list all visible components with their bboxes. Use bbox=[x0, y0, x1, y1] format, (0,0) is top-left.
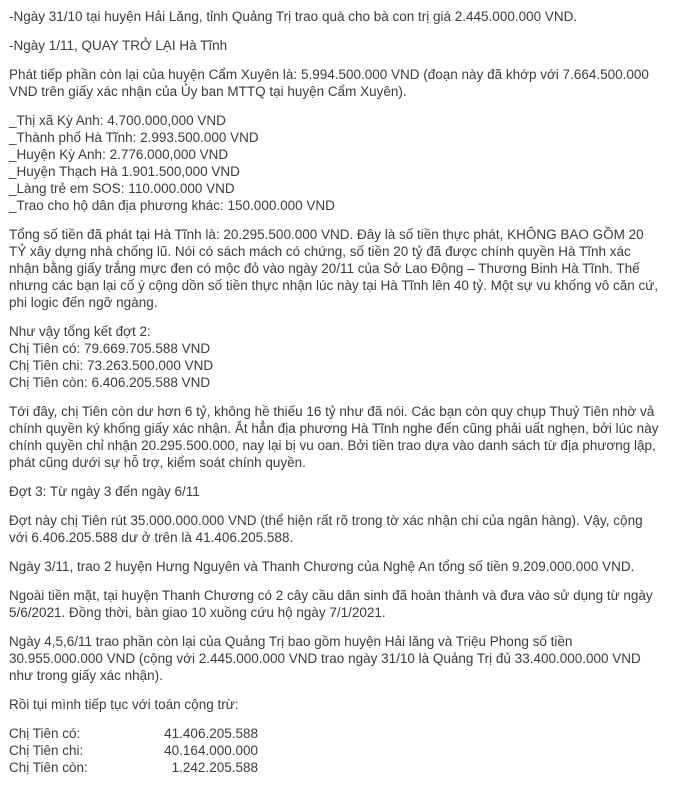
summary-row-co bbox=[9, 725, 662, 742]
summary-row-value: 40.164.000.000 bbox=[164, 743, 258, 758]
summary-row-value: 1.242.205.588 bbox=[171, 760, 258, 775]
summary-row-value: 41.406.205.588 bbox=[164, 726, 258, 741]
summary-row-label: Chị Tiên chi: bbox=[9, 743, 84, 758]
allocation-item-tp-ha-tinh: _Thành phố Hà Tĩnh: 2.993.500.000 VND bbox=[9, 130, 259, 145]
paragraph-cam-xuyen: Phát tiếp phần còn lại của huyện Cẩm Xuyên là: 5.994.500.000 VND (đoạn này đã khớp với 7.664.500.000 VND trên giấy xác nhận của Ủy ban MTTQ tại huyện Cẩm Xuyên). bbox=[9, 67, 649, 99]
paragraph-return-ha-tinh: -Ngày 1/11, QUAY TRỞ LẠI Hà Tĩnh bbox=[9, 38, 228, 53]
paragraph-quang-tri-31-10: -Ngày 31/10 tại huyện Hải Lăng, tỉnh Quảng Trị trao quà cho bà con trị giá 2.445.000.000 VND. bbox=[9, 9, 578, 24]
summary-row-label: Chị Tiên còn: bbox=[9, 760, 88, 775]
final-summary-table bbox=[9, 725, 662, 776]
dot2-summary-line-chi: Chị Tiên chi: 73.263.500.000 VND bbox=[9, 358, 214, 373]
summary-row-con bbox=[9, 759, 662, 776]
paragraph-thanh-chuong: Ngoài tiền mặt, tại huyện Thanh Chương có 2 cây cầu dân sinh đã hoàn thành và đưa vào sử dụng từ ngày 5/6/2021. Đồng thời, bàn giao 10 xuồng cứu hộ ngày 7/1/2021. bbox=[9, 588, 653, 620]
dot3-heading: Đợt 3: Từ ngày 3 đến ngày 6/11 bbox=[9, 484, 200, 499]
allocation-item-huyen-thach-ha: _Huyện Thạch Hà 1.901.500,000 VND bbox=[9, 164, 240, 179]
paragraph-dot3-withdrawal: Đợt này chị Tiên rút 35.000.000.000 VND (thể hiện rất rõ trong tờ xác nhận chi của ngân hàng). Vậy, cộng với 6.406.205.588 dư ở trên là 41.406.205.588. bbox=[9, 513, 643, 545]
dot2-summary-line-con: Chị Tiên còn: 6.406.205.588 VND bbox=[9, 375, 211, 390]
paragraph-quang-tri-remaining: Ngày 4,5,6/11 trao phần còn lại của Quảng Trị bao gồm huyện Hải lăng và Triệu Phong số tiền 30.955.000.000 VND (cộng với 2.445.000.000 VND trao ngày 31/10 là Quảng Trị đủ 33.400.000.000 VND như trong giấy xác nhận). bbox=[9, 634, 641, 683]
allocation-item-lang-tre-em-sos: _Làng trẻ em SOS: 110.000.000 VND bbox=[9, 181, 235, 196]
dot2-summary-heading: Như vậy tổng kết đợt 2: bbox=[9, 324, 151, 339]
dot2-summary-block bbox=[9, 323, 662, 391]
paragraph-nghe-an: Ngày 3/11, trao 2 huyện Hưng Nguyên và Thanh Chương của Nghệ An tổng số tiền 9.209.000.000 VND. bbox=[9, 559, 635, 574]
allocation-item-thi-xa-ky-anh: _Thị xã Kỳ Anh: 4.700.000,000 VND bbox=[9, 113, 226, 128]
ha-tinh-allocation-list bbox=[9, 112, 662, 214]
allocation-item-ho-dan-khac: _Trao cho hộ dân địa phương khác: 150.000.000 VND bbox=[9, 198, 335, 213]
dot2-summary-line-co: Chị Tiên có: 79.669.705.588 VND bbox=[9, 341, 211, 356]
closing-line: Rồi tụi mình tiếp tục với toán cộng trừ: bbox=[9, 697, 239, 712]
paragraph-ha-tinh-total: Tổng số tiền đã phát tại Hà Tĩnh là: 20.295.500.000 VND. Đây là số tiền thực phát, KHÔNG BAO GỒM 20 TỶ xây dựng nhà chống lũ. Nói có sách mách có chứng, số tiền 20 tỷ đã được chính quyền Hà Tĩnh xác nhận bằng giấy trắng mực đen có mộc đỏ vào ngày 20/11 của Sở Lao Động – Thương Binh Hà Tĩnh. Thế nhưng các bạn lại cố ý cộng dồn số tiền thực nhận lúc này tại Hà Tĩnh lên 40 tỷ. Một sự vu khống vô căn cứ, phi logic đến ngỡ ngàng. bbox=[9, 227, 659, 310]
paragraph-toi-day: Tới đây, chị Tiên còn dư hơn 6 tỷ, không hề thiếu 16 tỷ như đã nói. Các bạn còn quy chụp Thuỷ Tiên nhờ vả chính quyền ký khống giấy xác nhận. Ắt hẳn địa phương Hà Tĩnh nghe đến cũng phải uất nghẹn, bởi lúc này chính quyền chỉ nhận 20.295.500.000, nay lại bị vu oan. Bởi tiền trao dựa vào danh sách từ địa phương lập, phát cũng dưới sự hỗ trợ, kiểm soát chính quyền. bbox=[9, 404, 659, 470]
summary-row-label: Chị Tiên có: bbox=[9, 726, 81, 741]
summary-row-chi bbox=[9, 742, 662, 759]
allocation-item-huyen-ky-anh: _Huyện Kỳ Anh: 2.776.000,000 VND bbox=[9, 147, 229, 162]
